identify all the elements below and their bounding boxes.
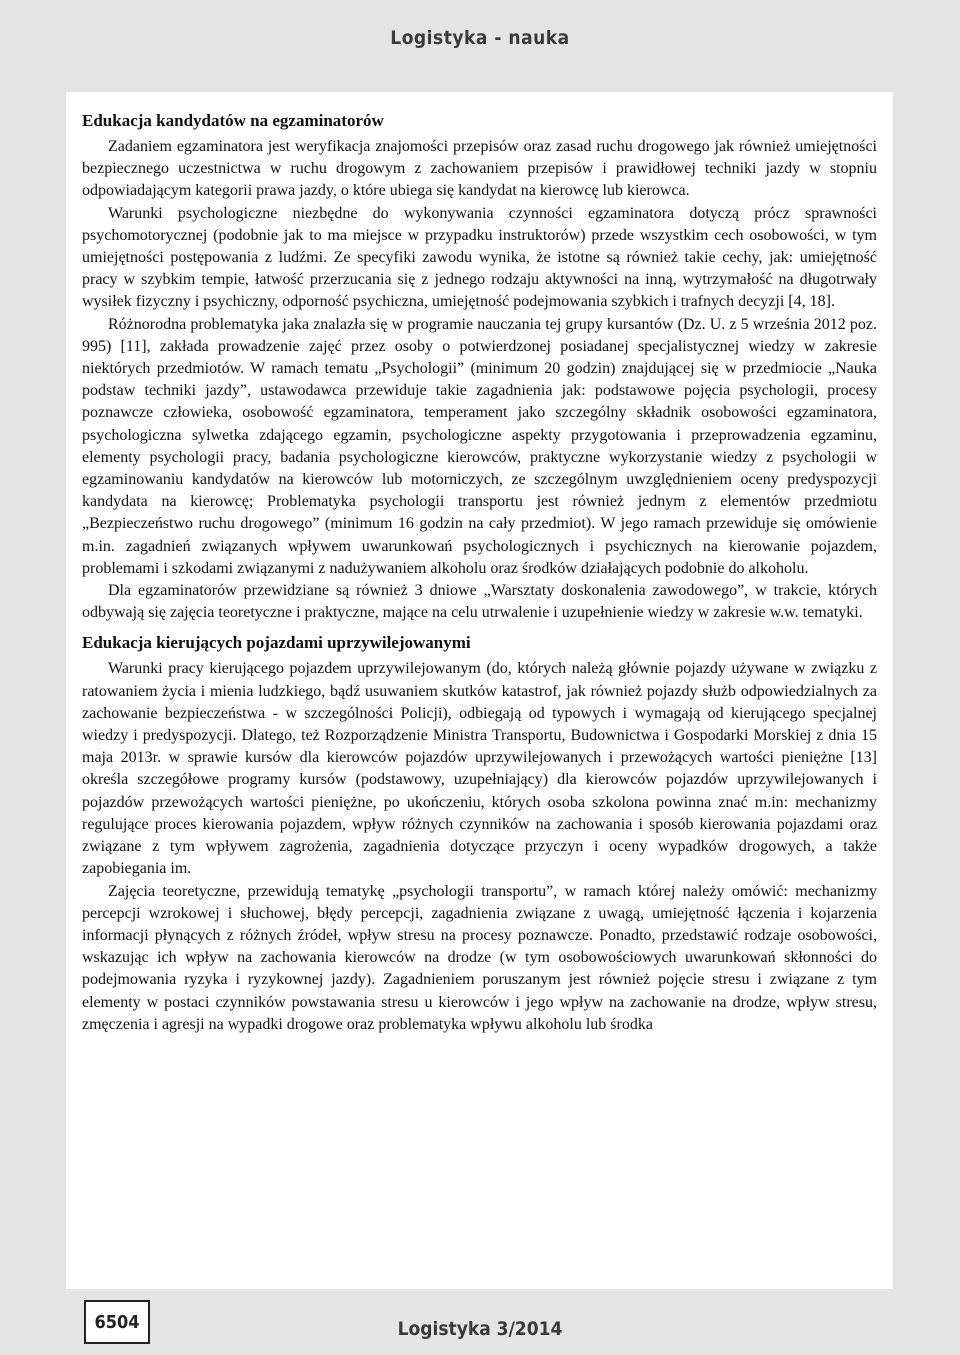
paragraph: Różnorodna problematyka jaka znalazła się w programie nauczania tej grupy kursantów (Dz. U. z 5 września 2012 poz. 995) [11], zakłada prowadzenie zajęć przez osoby o potwierdzonej posiadanej specjalistycznej wiedzy w zakresie niektórych przedmiotów. W ramach tematu „Psychologii” (minimum 20 godzin) znajdującej się w przedmiocie „Nauka podstaw techniki jazdy”, ustawodawca przewiduje takie zagadnienia jak: podstawowe pojęcia psychologii, procesy poznawcze człowieka, osobowość egzaminatora, temperament jako szczególny składnik osobowości egzaminatora, psychologiczna sylwetka zdającego egzamin, psychologiczne aspekty przygotowania i przeprowadzenia egzaminu, elementy psychologii pracy, badania psychologiczne kierowców, praktyczne wykorzystanie wiedzy z psychologii w egzaminowaniu kandydatów na kierowców lub motorniczych, ze szczególnym uwzględnieniem oceny predyspozycji kandydata na kierowcę; Problematyka psychologii transportu jest również jednym z elementów przedmiotu „Bezpieczeństwo ruchu drogowego” (minimum 16 godzin na cały przedmiot). W jego ramach przewiduje się omówienie m.in. zagadnień związanych wpływem uwarunkowań psychologicznych i psychicznych na kierowanie pojazdem, problemami i szkodami związanymi z nadużywaniem alkoholu oraz środków działających podobnie do alkoholu.: [82, 315, 877, 577]
paragraph: Warunki psychologiczne niezbędne do wykonywania czynności egzaminatora dotyczą prócz sprawności psychomotorycznej (podobnie jak to ma miejsce w przypadku instruktorów) przede wszystkim cech osobowości, w tym umiejętności postępowania z ludźmi. Ze specyfiki zawodu wynika, że istotne są również takie cechy, jak: umiejętność pracy w szybkim tempie, łatwość przerzucania się z jednego rodzaju aktywności na inną, wytrzymałość na długotrwały wysiłek fizyczny i psychiczny, odporność psychiczna, umiejętność podejmowania szybkich i trafnych decyzji [4, 18].: [82, 204, 877, 311]
paragraph: Zadaniem egzaminatora jest weryfikacja znajomości przepisów oraz zasad ruchu drogowego jak również umiejętności bezpiecznego uczestnictwa w ruchu drogowym z zachowaniem przepisów i prawidłowej techniki jazdy w stopniu odpowiadającym kategorii prawa jazdy, o które ubiega się kandydat na kierowcę lub kierowca.: [82, 138, 877, 200]
running-footer: Logistyka 3/2014: [397, 1318, 563, 1340]
paragraph: Dla egzaminatorów przewidziane są również 3 dniowe „Warsztaty doskonalenia zawodowego”, w trakcie, których odbywają się zajęcia teoretyczne i praktyczne, mające na celu utrwalenie i uzupełnienie wiedzy w zakresie w.w. tematyki.: [82, 582, 877, 622]
running-header: Logistyka - nauka: [390, 27, 570, 49]
paragraph: Warunki pracy kierującego pojazdem uprzywilejowanym (do, których należą głównie pojazdy używane w związku z ratowaniem życia i mienia ludzkiego, bądź usuwaniem skutków katastrof, jak również pojazdy służb odpowiedzialnych za zachowanie bezpieczeństwa - w szczególności Policji), odbiegają od typowych i wymagają od kierującego specjalnej wiedzy i predyspozycji. Dlatego, też Rozporządzenie Ministra Transportu, Budownictwa i Gospodarki Morskiej z dnia 15 maja 2013r. w sprawie kursów dla kierowców pojazdów uprzywilejowanych i przewożących wartości pieniężne [13] określa szczegółowe programy kursów (podstawowy, uzupełniający) dla kierowców pojazdów uprzywilejowanych i pojazdów przewożących wartości pieniężne, po ukończeniu, których osoba szkolona powinna znać m.in: mechanizmy regulujące proces kierowania pojazdem, wpływ różnych czynników na zachowania i sposób kierowania pojazdami oraz związane z tym wpływem zagrożenia, zagadnienia dotyczące przyczyn i oceny wypadków drogowych, a także zapobiegania im.: [82, 660, 877, 878]
section-heading-privileged-drivers: Edukacja kierujących pojazdami uprzywilejowanymi: [82, 633, 471, 653]
page-number: 6504: [84, 1300, 150, 1344]
article-body: [66, 92, 893, 1289]
section-heading-examiners: Edukacja kandydatów na egzaminatorów: [82, 111, 384, 130]
paragraph: Zajęcia teoretyczne, przewidują tematykę „psychologii transportu”, w ramach której należy omówić: mechanizmy percepcji wzrokowej i słuchowej, błędy percepcji, zagadnienia związane z uwagą, umiejętność łączenia i kojarzenia informacji płynących z różnych źródeł, wpływ stresu na procesy poznawcze. Ponadto, przedstawić rodzaje osobowości, wskazując ich wpływ na zachowania kierowców na drodze (w tym osobowościowych uwarunkowań skłonności do podejmowania ryzyka i ryzykownej jazdy). Zagadnieniem poruszanym jest również pojęcie stresu i związane z tym elementy w postaci czynników powstawania stresu u kierowców i jego wpływ na zachowanie na drodze, wpływ stresu, zmęczenia i agresji na wypadki drogowe oraz problematyka wpływu alkoholu lub środka: [82, 882, 877, 1033]
